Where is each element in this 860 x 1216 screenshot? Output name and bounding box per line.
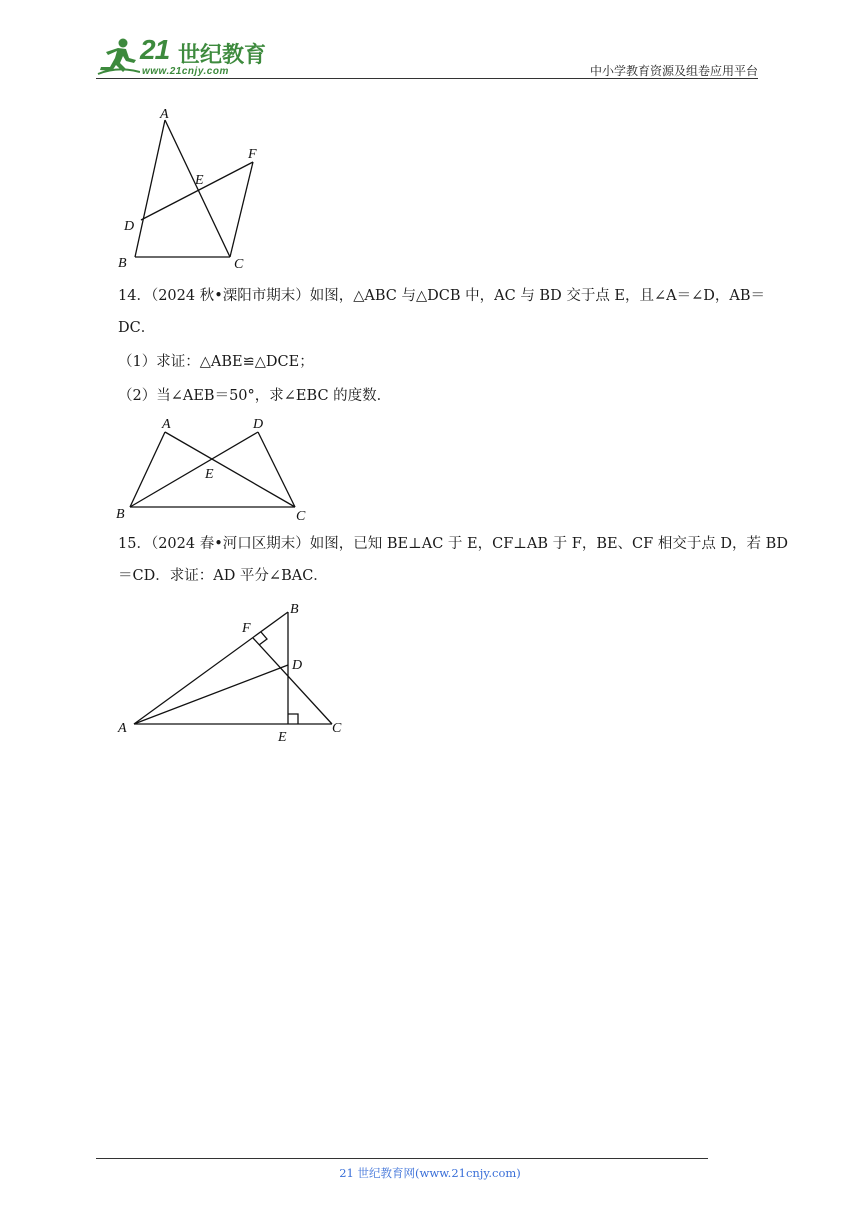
right-angle-mark-f [259,632,267,645]
point-label-d: D [292,658,303,673]
point-label-a: A [118,721,127,736]
figure-q14 [110,412,320,524]
footer-divider [96,1158,708,1159]
segment-ab [134,612,288,724]
q14-stem-line2: DC． [118,320,156,336]
segment-fc [230,162,253,257]
segment-ac [165,432,295,507]
point-label-f: F [248,147,257,162]
header-divider [96,78,758,79]
point-label-b: B [116,507,125,522]
logo-url: www.21cnjy.com [142,66,229,77]
segment-ac [165,120,230,257]
logo-number: 21 [140,34,170,65]
point-label-c: C [296,509,306,524]
q14-part2: （2）当∠AEB＝50°，求∠EBC 的度数． [118,388,392,404]
point-label-d: D [124,219,135,234]
point-label-c: C [332,721,342,736]
point-label-e: E [278,730,287,745]
q14-stem-line1: 14．（2024 秋•溧阳市期末）如图，△ABC 与△DCB 中，AC 与 BD 交于点 E，且∠A＝∠D，AB＝ [118,288,766,304]
point-label-a: A [162,417,171,432]
site-logo [96,36,266,78]
segment-ab [130,432,165,507]
figure-q15 [110,596,360,746]
point-label-e: E [205,467,214,482]
segment-fc [253,638,332,724]
right-angle-mark-e [288,714,298,724]
header-platform-text: 中小学教育资源及组卷应用平台 [589,64,758,78]
q14-part1: （1）求证：△ABE≌△DCE； [118,354,314,370]
logo-text: 世纪教育 [178,43,267,68]
point-label-e: E [195,173,204,188]
point-label-c: C [234,257,244,272]
point-label-a: A [160,107,169,122]
segment-db [130,432,258,507]
point-label-f: F [242,621,251,636]
segment-ab [135,120,165,257]
q15-stem-line1: 15．（2024 春•河口区期末）如图，已知 BE⊥AC 于 E，CF⊥AB 于 F，BE、CF 相交于点 D，若 BD [118,536,788,552]
point-label-b: B [290,602,299,617]
point-label-d: D [253,417,264,432]
figure-q13 [110,100,280,275]
segment-df [141,162,253,220]
q15-stem-line2: ＝CD．求证：AD 平分∠BAC． [118,568,328,584]
footer-site-link[interactable]: 21 世纪教育网(www.21cnjy.com) [339,1166,521,1180]
segment-ad [134,665,288,724]
runner-logo-icon [96,36,140,76]
point-label-b: B [118,256,127,271]
